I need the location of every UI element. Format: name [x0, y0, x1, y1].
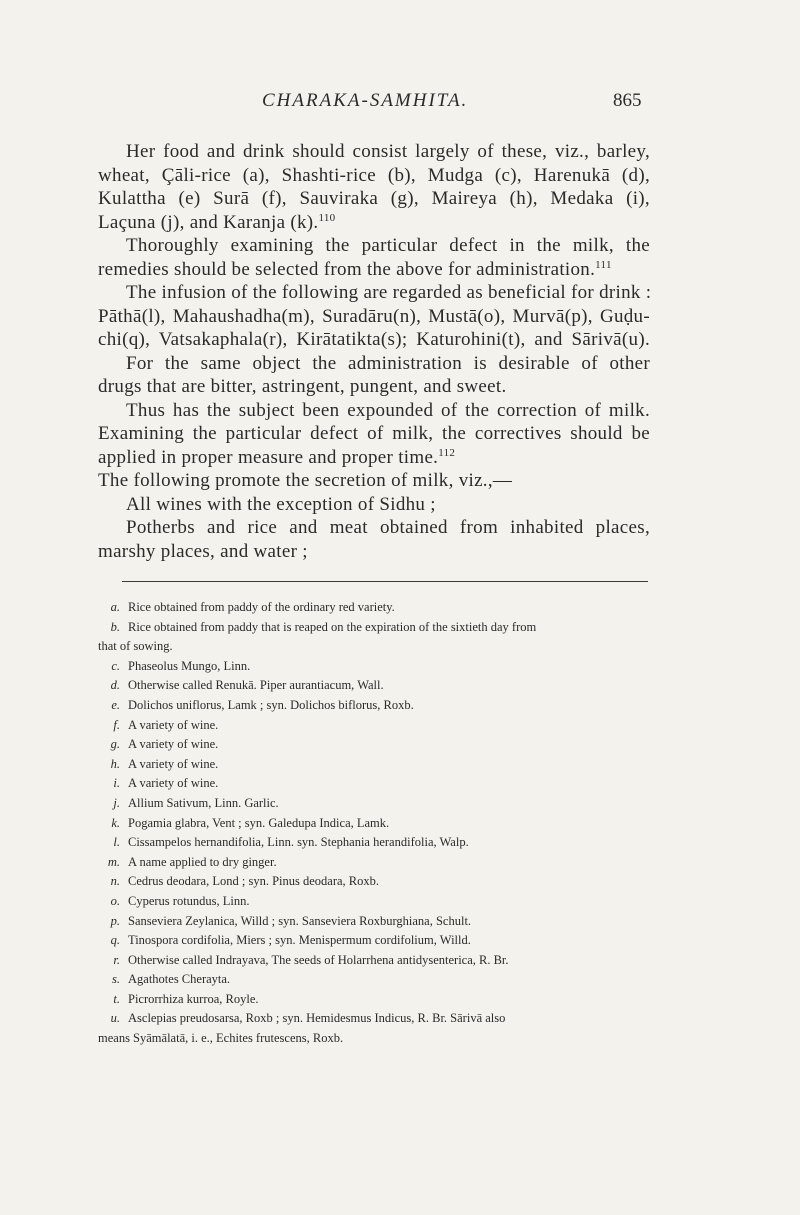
footnote [98, 892, 650, 912]
footnote-text: A variety of wine. [128, 737, 219, 752]
body-line-text: Potherbs and rice and meat obtained from inhabited places, [126, 517, 650, 538]
body-line [98, 187, 650, 211]
body-line [98, 258, 650, 282]
body-line [98, 140, 650, 164]
footnote-continuation-text: means Syāmālatā, i. e., Echites frutescens, Roxb. [98, 1031, 344, 1046]
body-line [98, 469, 650, 493]
footnote-key: g. [110, 737, 120, 752]
body-line-text: marshy places, and water ; [98, 540, 308, 562]
footnote [98, 970, 650, 990]
footnote-text: Sanseviera Zeylanica, Willd ; syn. Sanseviera Roxburghiana, Schult. [128, 913, 472, 928]
body-line-text: Thoroughly examining the particular defect in the milk, the [126, 235, 650, 256]
footnote-key: r. [113, 952, 120, 967]
body-line [98, 375, 650, 399]
footnote-key: o. [110, 893, 120, 908]
reference-number: 111 [595, 258, 612, 271]
body-line [98, 352, 650, 376]
body-line [98, 305, 650, 329]
body-line [98, 422, 650, 446]
footnote [98, 794, 650, 814]
footnote [98, 814, 650, 834]
footnote-key: a. [110, 600, 120, 614]
footnote [98, 951, 650, 971]
footnote-key: n. [110, 874, 120, 889]
footnote-key: m. [107, 854, 120, 869]
footnote-text: A variety of wine. [128, 717, 219, 732]
footnote-key: h. [110, 756, 120, 771]
body-line-text: The following promote the secretion of milk, viz.,— [98, 470, 513, 491]
footnote-key: u. [110, 1011, 120, 1026]
footnote-text: Otherwise called Renukā. Piper aurantiacum, Wall. [128, 678, 384, 693]
footnote-key: q. [110, 933, 120, 948]
footnote-text: Asclepias preudosarsa, Roxb ; syn. Hemidesmus Indicus, R. Br. Sārivā also [128, 1011, 506, 1026]
footnote-key: p. [110, 913, 120, 928]
footnote-text: Otherwise called Indrayava, The seeds of Holarrhena antidysenterica, R. Br. [128, 952, 509, 967]
body-line [98, 211, 650, 235]
body-line [98, 516, 650, 540]
footnote-key: j. [113, 795, 120, 810]
body-line [98, 328, 650, 352]
body-line-text: Pāthā(l), Mahaushadha(m), Suradāru(n), Mustā(o), Murvā(p), Guḍu- [98, 305, 650, 327]
footnote [98, 696, 650, 716]
footnote-divider [122, 581, 648, 582]
footnote-key: e. [111, 697, 120, 712]
footnote [98, 755, 650, 775]
footnote-continuation [98, 1029, 650, 1049]
footnote [98, 676, 650, 696]
body-line-text: Laçuna (j), and Karanja (k). [98, 211, 319, 233]
footnote-continuation [98, 637, 650, 657]
footnote [98, 931, 650, 951]
footnote-key: d. [110, 678, 120, 693]
footnote [98, 735, 650, 755]
footnote-key: t. [113, 991, 120, 1006]
running-title: CHARAKA-SAMHITA. [262, 90, 469, 111]
footnote-key: b. [110, 619, 120, 634]
body-line-text: For the same object the administration is desirable of other [126, 352, 650, 374]
footnote-key: s. [112, 972, 120, 987]
body-line-text: drugs that are bitter, astringent, pungent, and sweet. [98, 376, 507, 397]
footnote-text: Picrorrhiza kurroa, Royle. [128, 991, 259, 1006]
footnote [98, 618, 650, 638]
body-line-text: The infusion of the following are regarded as beneficial for drink : [126, 282, 652, 303]
body-line-text: chi(q), Vatsakaphala(r), Kirātatikta(s); Katurohini(t), and Sārivā(u). [98, 329, 650, 350]
body-line [98, 164, 650, 188]
reference-number: 110 [318, 211, 336, 224]
body-line [98, 234, 650, 258]
footnote-key: i. [113, 776, 120, 791]
footnote [98, 912, 650, 932]
footnote [98, 598, 650, 618]
body-line [98, 399, 650, 423]
footnote-text: Dolichos uniflorus, Lamk ; syn. Dolichos biflorus, Roxb. [128, 697, 414, 712]
body-line-text: Thus has the subject been expounded of the correction of milk. [126, 399, 650, 421]
footnote [98, 990, 650, 1010]
body-line [98, 540, 650, 564]
body-line-text: All wines with the exception of Sidhu ; [126, 493, 436, 515]
body-line-text: remedies should be selected from the above for administration. [98, 258, 596, 280]
footnote [98, 716, 650, 736]
footnote [98, 872, 650, 892]
footnote-text: Cyperus rotundus, Linn. [128, 893, 250, 908]
footnote-text: Tinospora cordifolia, Miers ; syn. Menispermum cordifolium, Willd. [128, 933, 471, 948]
footnote-text: Agathotes Cherayta. [128, 972, 231, 987]
footnote-text: Pogamia glabra, Vent ; syn. Galedupa Indica, Lamk. [128, 815, 390, 830]
footnote-text: Rice obtained from paddy that is reaped on the expiration of the sixtieth day from [128, 619, 537, 634]
body-line-text: applied in proper measure and proper time. [98, 446, 439, 468]
footnote [98, 1009, 650, 1029]
footnote-text: Allium Sativum, Linn. Garlic. [128, 795, 279, 810]
body-line [98, 493, 650, 517]
body-line-text: Examining the particular defect of milk, the correctives should be [98, 423, 650, 444]
footnote-text: Cissampelos hernandifolia, Linn. syn. Stephania herandifolia, Walp. [128, 835, 469, 850]
footnote-key: l. [113, 835, 120, 850]
footnote-continuation-text: that of sowing. [98, 639, 173, 654]
footnote-text: Phaseolus Mungo, Linn. [128, 658, 251, 673]
footnote-text: A variety of wine. [128, 776, 219, 791]
body-text [98, 140, 650, 563]
body-line [98, 281, 650, 305]
footnote [98, 853, 650, 873]
footnote-text: A name applied to dry ginger. [128, 854, 277, 869]
footnote-key: c. [111, 658, 120, 673]
page-number: 865 [613, 90, 642, 111]
body-line-text: Her food and drink should consist largely of these, viz., barley, [126, 141, 650, 162]
footnote-text: Cedrus deodara, Lond ; syn. Pinus deodara, Roxb. [128, 874, 380, 889]
page-header [0, 90, 800, 120]
footnote-key: k. [111, 815, 120, 830]
footnote [98, 833, 650, 853]
body-line-text: wheat, Çāli-rice (a), Shashti-rice (b), Mudga (c), Harenukā (d), [98, 164, 650, 186]
footnotes [98, 598, 650, 1049]
footnote-key: f. [113, 717, 120, 732]
body-line [98, 446, 650, 470]
reference-number: 112 [438, 446, 456, 459]
footnote [98, 774, 650, 794]
footnote-text: A variety of wine. [128, 756, 219, 771]
footnote [98, 657, 650, 677]
footnote-text: Rice obtained from paddy of the ordinary red variety. [128, 600, 395, 614]
body-line-text: Kulattha (e) Surā (f), Sauviraka (g), Maireya (h), Medaka (i), [98, 188, 650, 209]
